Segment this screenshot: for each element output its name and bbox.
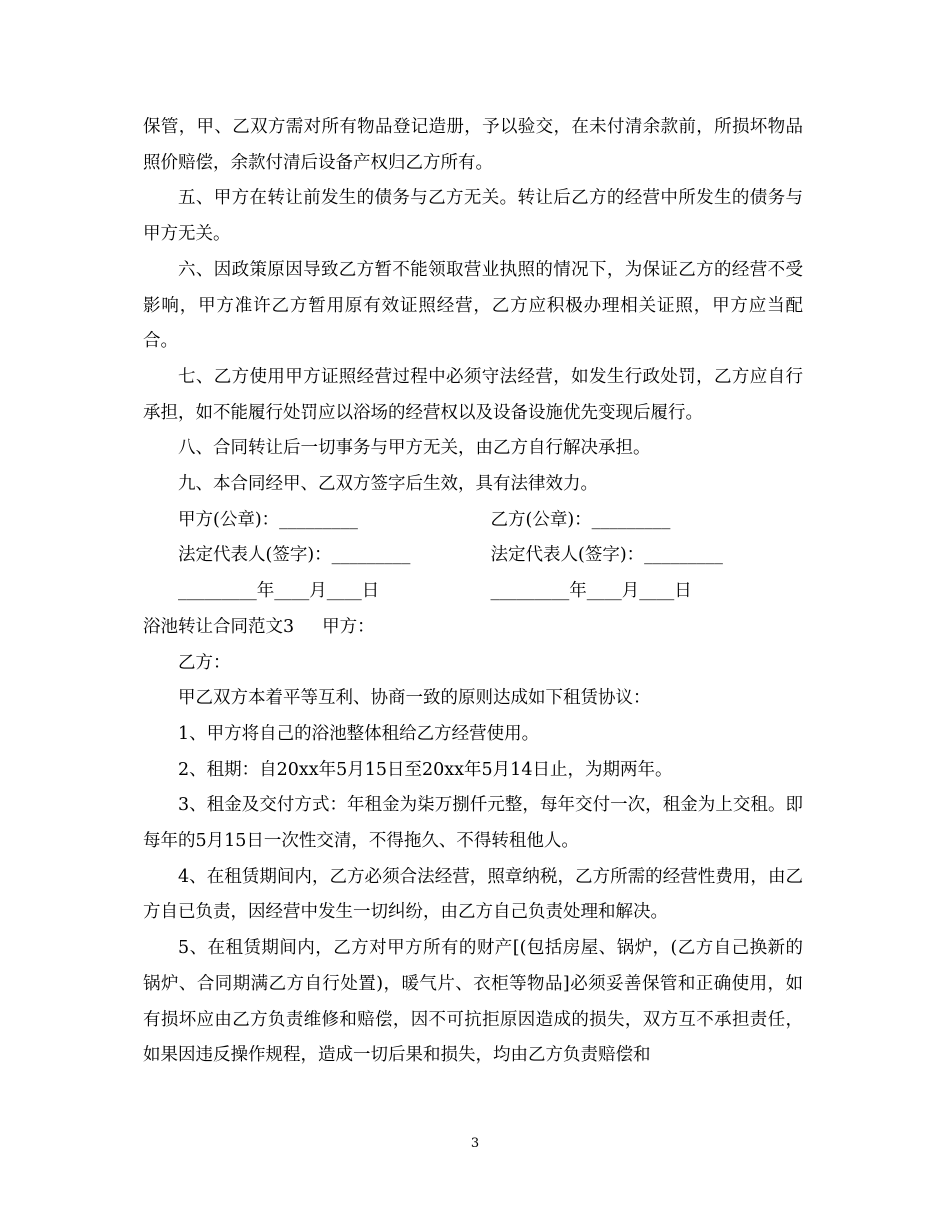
signature-row-seal <box>143 503 803 539</box>
party-a-representative: 法定代表人(签字)：_________ <box>178 545 411 566</box>
paragraph: 4、在租赁期间内，乙方必须合法经营，照章纳税，乙方所需的经营性费用，由乙方自已负责，因经营中发生一切纠纷，由乙方自己负责处理和解决。 <box>143 866 803 923</box>
party-a-date: _________年____月____日 <box>178 581 380 602</box>
section-party-a: 甲方： <box>322 616 375 637</box>
paragraph: 1、甲方将自己的浴池整体租给乙方经营使用。 <box>178 723 540 744</box>
paragraph: 5、在租赁期间内，乙方对甲方所有的财产[(包括房屋、锅炉，(乙方自己换新的锅炉、合同期满乙方自行处置)，暖气片、衣柜等物品]必须妥善保管和正确使用，如有损坏应由乙方负责维修和赔偿，因不可抗拒原因造成的损失，双方互不承担责任，如果因违反操作规程，造成一切后果和损失，均由乙方负责赔偿和 <box>143 938 803 1066</box>
party-a-seal: 甲方(公章)：_________ <box>178 509 358 530</box>
party-b-seal: 乙方(公章)：_________ <box>490 509 671 530</box>
party-b-representative: 法定代表人(签字)：_________ <box>490 545 723 566</box>
paragraph: 甲乙双方本着平等互利、协商一致的原则达成如下租赁协议： <box>178 688 651 709</box>
paragraph: 3、租金及交付方式：年租金为柒万捌仟元整，每年交付一次，租金为上交租。即每年的5月15日一次性交清，不得拖久、不得转租他人。 <box>143 795 803 852</box>
section-heading: 浴池转让合同范文3 <box>143 616 295 637</box>
signature-row-rep <box>143 538 803 574</box>
paragraph: 六、因政策原因导致乙方暂不能领取营业执照的情况下，为保证乙方的经营不受影响，甲方准许乙方暂用原有效证照经营，乙方应积极办理相关证照，甲方应当配合。 <box>143 259 803 352</box>
paragraph: 八、合同转让后一切事务与甲方无关，由乙方自行解决承担。 <box>178 438 651 459</box>
party-b-date: _________年____月____日 <box>490 581 692 602</box>
paragraph: 五、甲方在转让前发生的债务与乙方无关。转让后乙方的经营中所发生的债务与甲方无关。 <box>143 188 803 245</box>
signature-row-date <box>143 574 803 610</box>
paragraph: 保管，甲、乙双方需对所有物品登记造册，予以验交，在未付清余款前，所损坏物品照价赔偿，余款付清后设备产权归乙方所有。 <box>143 117 803 173</box>
section-heading-row <box>143 610 803 646</box>
paragraph: 七、乙方使用甲方证照经营过程中必须守法经营，如发生行政处罚，乙方应自行承担，如不能履行处罚应以浴场的经营权以及设备设施优先变现后履行。 <box>143 366 803 423</box>
paragraph: 乙方： <box>178 652 231 673</box>
paragraph: 2、租期：自20xx年5月15日至20xx年5月14日止，为期两年。 <box>178 759 673 780</box>
paragraph: 九、本合同经甲、乙双方签字后生效，具有法律效力。 <box>178 474 598 495</box>
page-number: 3 <box>470 1136 480 1151</box>
document-body <box>143 110 803 1074</box>
